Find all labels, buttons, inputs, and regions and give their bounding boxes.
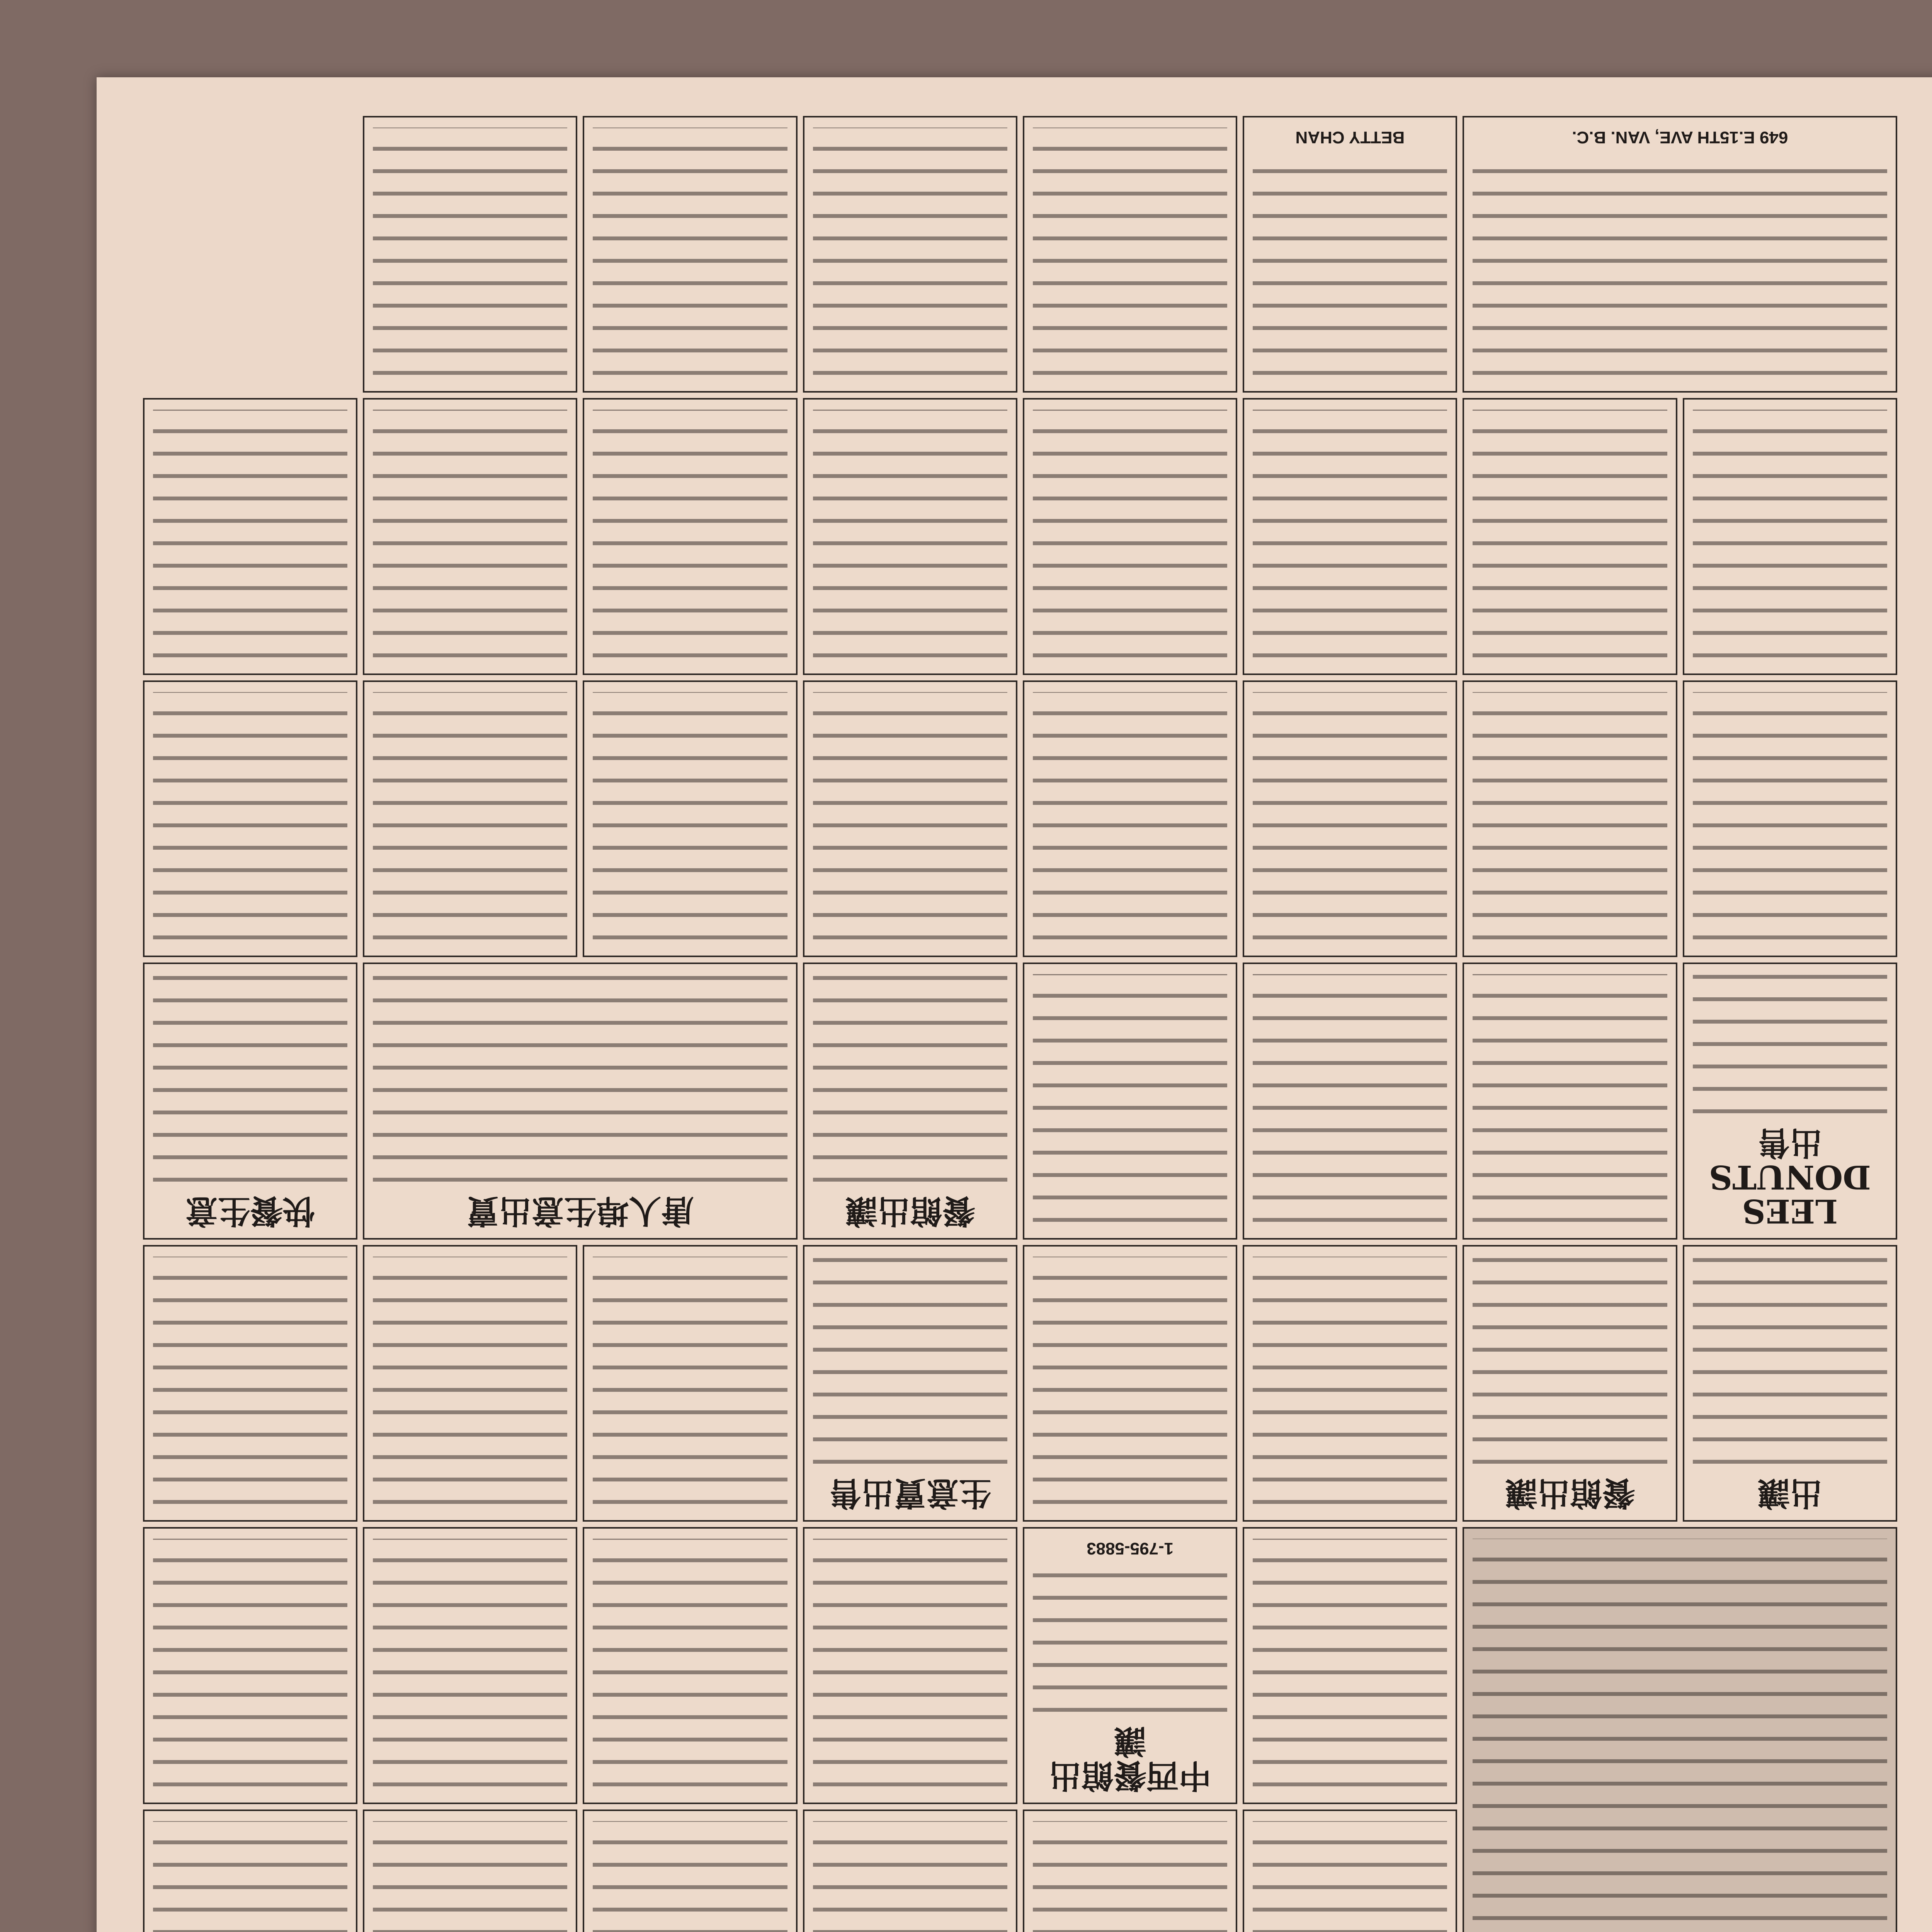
classified-ad xyxy=(363,116,577,393)
ad-title: 餐館出讓 xyxy=(845,1192,975,1230)
illegible-text-block xyxy=(1033,1563,1227,1712)
classified-ad xyxy=(363,1245,577,1522)
classified-ad xyxy=(1243,680,1457,957)
classified-ad xyxy=(1023,680,1237,957)
classified-ad xyxy=(583,116,798,393)
illegible-text-block xyxy=(1033,128,1227,375)
classified-ad xyxy=(583,398,798,675)
illegible-text-block xyxy=(1253,692,1447,939)
illegible-text-block xyxy=(593,692,787,939)
illegible-text-block xyxy=(373,128,567,375)
illegible-text-block xyxy=(1033,692,1227,939)
illegible-text-block xyxy=(153,1257,347,1504)
classified-ad xyxy=(143,963,357,1239)
ad-title: 出讓 xyxy=(1757,1474,1823,1513)
classified-ad xyxy=(1023,1245,1237,1522)
classified-ad xyxy=(803,1527,1017,1804)
classified-ad xyxy=(583,1810,798,1932)
classified-ad xyxy=(803,680,1017,957)
newspaper-sheet xyxy=(97,77,1932,1932)
illegible-text-block xyxy=(593,410,787,657)
illegible-text-block xyxy=(1473,1257,1667,1464)
illegible-text-block xyxy=(813,1539,1007,1786)
classified-ad xyxy=(803,116,1017,393)
classified-ad xyxy=(803,1245,1017,1522)
illegible-text-block xyxy=(153,1821,347,1932)
illegible-text-block xyxy=(1033,1257,1227,1504)
classified-ad xyxy=(363,963,798,1239)
illegible-text-block xyxy=(1253,410,1447,657)
illegible-text-block xyxy=(373,1257,567,1504)
classified-ad xyxy=(1463,116,1898,393)
classified-ad xyxy=(1683,963,1897,1239)
classified-ad xyxy=(583,680,798,957)
illegible-text-block xyxy=(1693,692,1887,939)
classified-ad xyxy=(1023,1810,1237,1932)
ad-title: LEES DONUTS 出售 xyxy=(1709,1124,1871,1230)
illegible-text-block xyxy=(1253,152,1447,375)
ad-title: 唐人埠生意出賣 xyxy=(466,1192,694,1230)
illegible-text-block xyxy=(373,1539,567,1786)
classified-ad xyxy=(1463,1527,1898,1932)
classified-ads-grid xyxy=(143,116,1897,1932)
illegible-text-block xyxy=(813,1257,1007,1464)
illegible-text-block xyxy=(593,1539,787,1786)
ad-title: 餐館出讓 xyxy=(1505,1474,1635,1513)
classified-ad xyxy=(1463,963,1677,1239)
ad-contact: BETTY CHAN xyxy=(1295,128,1405,147)
illegible-text-block xyxy=(153,974,347,1181)
classified-ad xyxy=(1023,398,1237,675)
illegible-text-block xyxy=(373,410,567,657)
illegible-text-block xyxy=(813,974,1007,1181)
classified-ad xyxy=(1683,680,1897,957)
illegible-text-block xyxy=(1253,1257,1447,1504)
classified-ad xyxy=(1463,1245,1677,1522)
classified-ad xyxy=(803,963,1017,1239)
illegible-text-block xyxy=(1253,974,1447,1221)
classified-ad xyxy=(1463,680,1677,957)
classified-ad xyxy=(143,398,357,675)
illegible-text-block xyxy=(373,692,567,939)
classified-ad xyxy=(143,680,357,957)
ad-title: 快餐生意 xyxy=(185,1192,315,1230)
classified-ad xyxy=(363,680,577,957)
classified-ad xyxy=(803,398,1017,675)
illegible-text-block xyxy=(593,128,787,375)
classified-ad xyxy=(1243,1245,1457,1522)
illegible-text-block xyxy=(813,410,1007,657)
illegible-text-block xyxy=(1473,152,1888,375)
illegible-text-block xyxy=(1473,974,1667,1221)
classified-ad xyxy=(583,1245,798,1522)
illegible-text-block xyxy=(1253,1539,1447,1786)
ad-contact: 649 E.15TH AVE, VAN. B.C. xyxy=(1572,128,1788,147)
illegible-text-block xyxy=(1473,692,1667,939)
illegible-text-block xyxy=(1033,410,1227,657)
illegible-text-block xyxy=(1473,410,1667,657)
classified-ad xyxy=(1683,398,1897,675)
illegible-text-block xyxy=(813,692,1007,939)
illegible-text-block xyxy=(813,128,1007,375)
illegible-text-block xyxy=(1033,1821,1227,1932)
illegible-text-block xyxy=(1693,1257,1887,1464)
classified-ad xyxy=(143,1527,357,1804)
ad-title: 生意賣出售 xyxy=(829,1474,992,1513)
classified-ad xyxy=(1023,1527,1237,1804)
illegible-text-block xyxy=(373,1821,567,1932)
illegible-text-block xyxy=(1253,1821,1447,1932)
classified-ad xyxy=(1683,1245,1897,1522)
classified-ad xyxy=(1023,963,1237,1239)
classified-ad xyxy=(583,1527,798,1804)
classified-ad xyxy=(363,1810,577,1932)
illegible-text-block xyxy=(1693,974,1887,1113)
classified-ad xyxy=(1243,1527,1457,1804)
illegible-text-block xyxy=(813,1821,1007,1932)
classified-ad xyxy=(1243,963,1457,1239)
illegible-text-block xyxy=(1033,974,1227,1221)
illegible-text-block xyxy=(153,410,347,657)
classified-ad xyxy=(1463,398,1677,675)
classified-ad xyxy=(1243,398,1457,675)
classified-ad xyxy=(143,1245,357,1522)
illegible-text-block xyxy=(593,1821,787,1932)
illegible-text-block xyxy=(1693,410,1887,657)
classified-ad xyxy=(363,398,577,675)
illegible-text-block xyxy=(153,692,347,939)
illegible-text-block xyxy=(1473,1539,1888,1932)
classified-page xyxy=(112,93,1928,1932)
illegible-text-block xyxy=(593,1257,787,1504)
classified-ad xyxy=(1243,1810,1457,1932)
illegible-text-block xyxy=(153,1539,347,1786)
classified-ad xyxy=(363,1527,577,1804)
classified-ad xyxy=(143,1810,357,1932)
classified-ad xyxy=(1243,116,1457,393)
illegible-text-block xyxy=(373,974,787,1181)
ad-title: 中西餐館出讓 xyxy=(1049,1722,1211,1795)
ad-contact: 1-795-5883 xyxy=(1087,1539,1174,1558)
classified-ad xyxy=(803,1810,1017,1932)
classified-ad xyxy=(1023,116,1237,393)
